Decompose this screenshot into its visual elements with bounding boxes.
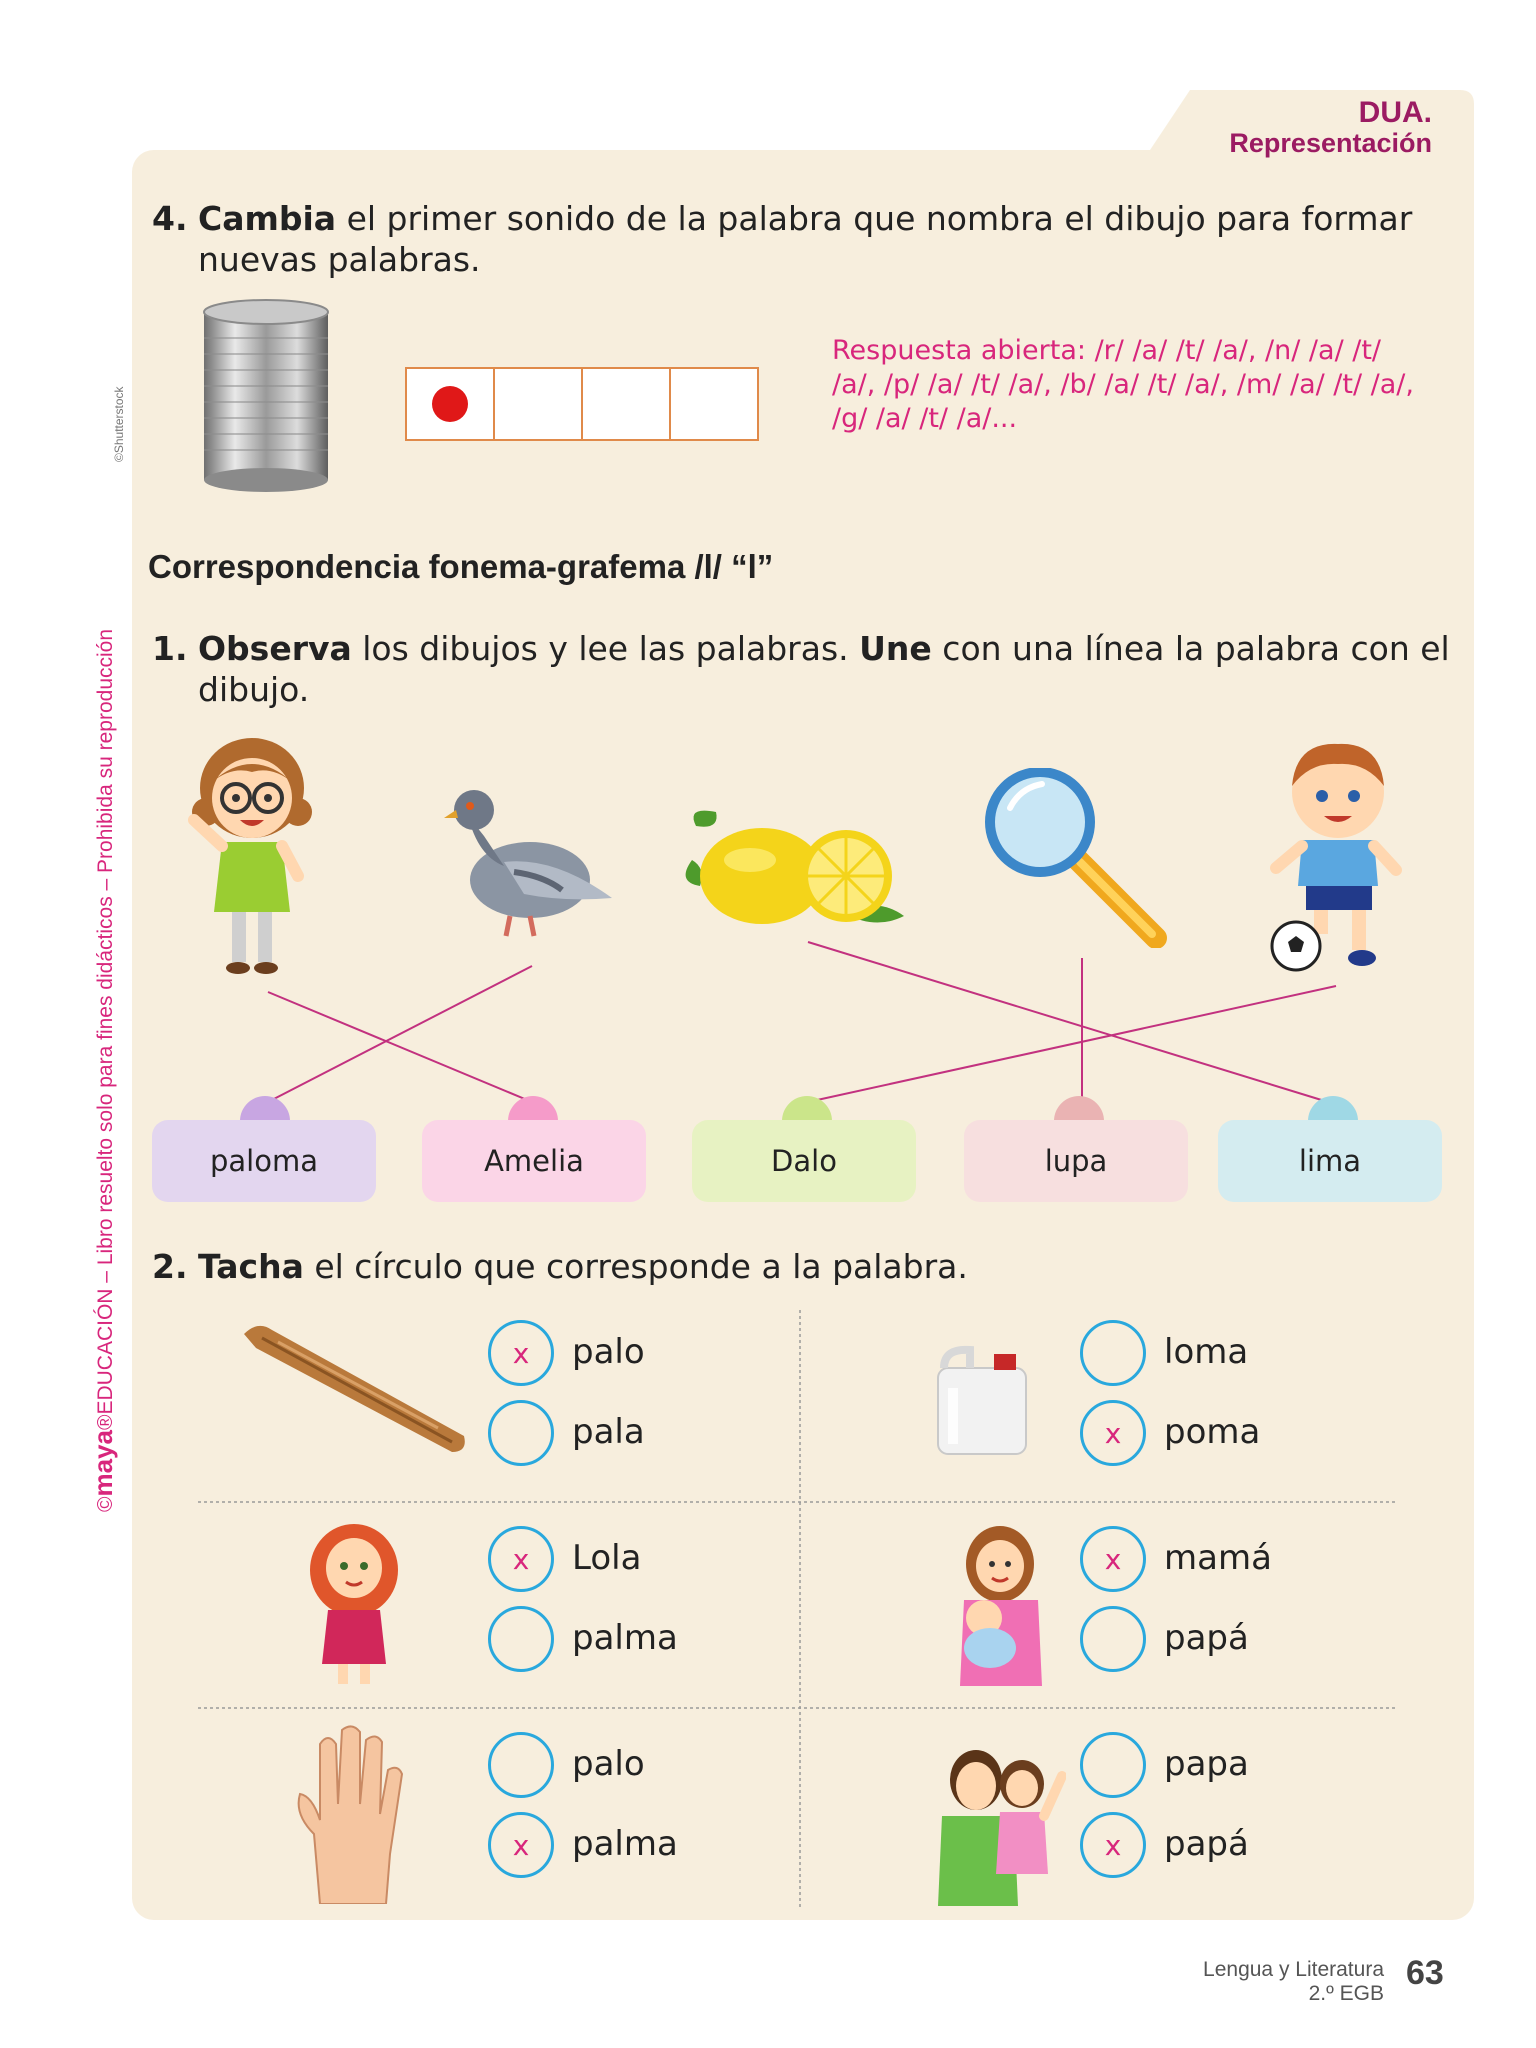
question-verb: Observa bbox=[198, 629, 352, 668]
question-text: con una línea la palabra con el bbox=[931, 629, 1450, 668]
option-circle[interactable] bbox=[488, 1606, 554, 1672]
option-word: palo bbox=[572, 1744, 645, 1784]
copyright-text: ®EDUCACIÓN – Libro resuelto solo para fines didácticos – Prohibida su reproducción bbox=[94, 628, 117, 1431]
cross-mark: x bbox=[512, 1828, 530, 1862]
option-circle[interactable] bbox=[1080, 1320, 1146, 1386]
option-word: palo bbox=[572, 1332, 645, 1372]
option-word: palma bbox=[572, 1618, 678, 1658]
question-number: 2. bbox=[152, 1247, 188, 1286]
cross-mark: x bbox=[1104, 1828, 1122, 1862]
word-box-dalo[interactable]: Dalo bbox=[692, 1120, 916, 1202]
open-answer: Respuesta abierta: /r/ /a/ /t/ /a/, /n/ /a/ /t/ /a/, /p/ /a/ /t/ /a/, /b/ /a/ /t/ /a/, /m/ /a/ /t/ /a/, /g/ /a/ /t/ /a/... bbox=[832, 335, 1414, 434]
option-circle[interactable] bbox=[1080, 1732, 1146, 1798]
option-word: loma bbox=[1164, 1332, 1249, 1372]
word-box-amelia[interactable]: Amelia bbox=[422, 1120, 646, 1202]
option-word: papá bbox=[1164, 1618, 1249, 1658]
hand-icon bbox=[290, 1724, 414, 1904]
question-text: los dibujos y lee las palabras. bbox=[351, 629, 860, 668]
word-box-lupa[interactable]: lupa bbox=[964, 1120, 1188, 1202]
stick-icon bbox=[238, 1318, 468, 1458]
footer-subject: Lengua y Literatura bbox=[1203, 1958, 1384, 1981]
cross-mark: x bbox=[1104, 1542, 1122, 1576]
footer-grade: 2.º EGB bbox=[1308, 1982, 1384, 2005]
option-circle[interactable] bbox=[488, 1732, 554, 1798]
question-text: el primer sonido de la palabra que nombra el dibujo para formar bbox=[336, 199, 1413, 238]
question-verb: Cambia bbox=[198, 199, 337, 238]
option-circle[interactable] bbox=[1080, 1812, 1146, 1878]
option-word: papa bbox=[1164, 1744, 1249, 1784]
question-verb: Une bbox=[859, 629, 932, 668]
copyright-prefix: © bbox=[94, 1496, 117, 1512]
option-word: poma bbox=[1164, 1412, 1261, 1452]
option-circle[interactable] bbox=[1080, 1606, 1146, 1672]
option-circle[interactable] bbox=[1080, 1400, 1146, 1466]
option-circle[interactable] bbox=[1080, 1526, 1146, 1592]
option-word: mamá bbox=[1164, 1538, 1272, 1578]
dua-badge-subtitle: Representación bbox=[1229, 128, 1432, 158]
word-box-paloma[interactable]: paloma bbox=[152, 1120, 376, 1202]
question-text: el círculo que corresponde a la palabra. bbox=[303, 1247, 968, 1286]
image-credit: ©Shutterstock bbox=[112, 386, 126, 462]
question-text-cont: nuevas palabras. bbox=[198, 240, 481, 279]
cross-mark: x bbox=[1104, 1416, 1122, 1450]
page-number: 63 bbox=[1406, 1954, 1444, 1992]
question-number: 1. bbox=[152, 629, 188, 668]
question-number: 4. bbox=[152, 199, 188, 238]
question-verb: Tacha bbox=[198, 1247, 304, 1286]
option-circle[interactable] bbox=[488, 1400, 554, 1466]
option-word: Lola bbox=[572, 1538, 642, 1578]
dua-badge-title: DUA. bbox=[1358, 96, 1432, 129]
jug-icon bbox=[934, 1344, 1030, 1456]
option-word: palma bbox=[572, 1824, 678, 1864]
option-circle[interactable] bbox=[488, 1812, 554, 1878]
section-title: Correspondencia fonema-grafema /l/ “l” bbox=[148, 548, 774, 585]
girl-red-hair-icon bbox=[304, 1524, 404, 1686]
brand-logo-text: maya bbox=[88, 1430, 118, 1497]
father-child-icon bbox=[938, 1746, 1066, 1906]
option-word: pala bbox=[572, 1412, 645, 1452]
cross-mark: x bbox=[512, 1336, 530, 1370]
option-circle[interactable] bbox=[488, 1526, 554, 1592]
mother-baby-icon bbox=[946, 1524, 1056, 1686]
option-circle[interactable] bbox=[488, 1320, 554, 1386]
cross-mark: x bbox=[512, 1542, 530, 1576]
question-text-cont: dibujo. bbox=[198, 670, 310, 709]
word-box-lima[interactable]: lima bbox=[1218, 1120, 1442, 1202]
option-word: papá bbox=[1164, 1824, 1249, 1864]
